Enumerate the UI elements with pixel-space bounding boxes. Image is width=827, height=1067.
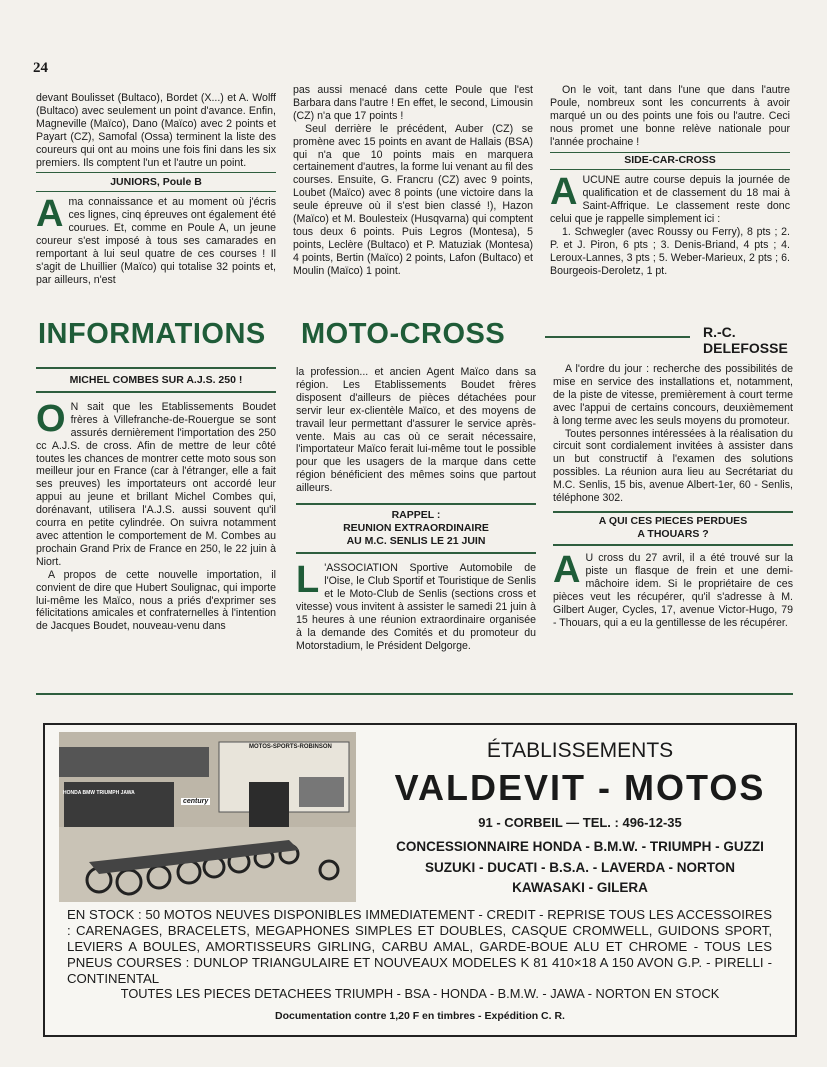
article-text: A propos de cette nouvelle importation, il convient de dire que Hubert Soulignac, qui importe lui-même les Maïco, nous a priés d'exprimer ses félicitations amicales et confraternelles à l'intention de Jacques Boudet, nouveau-venu dans [36, 568, 276, 633]
sidecar-heading: SIDE-CAR-CROSS [624, 153, 716, 166]
divider [36, 172, 276, 173]
dropcap: A [36, 193, 64, 236]
thouars-heading [553, 515, 793, 541]
dropcap: O [36, 397, 66, 440]
shop-brands: HONDA BMW TRIUMPH JAWA [63, 790, 135, 796]
column-2-top [293, 84, 533, 278]
rappel-label: RAPPEL : [391, 509, 441, 522]
article-text: UCUNE autre course depuis la journée de qualification et de classement du 18 mai à Saint-Affrique. Le classement reste donc celui que je rappelle simplement ici : [550, 174, 790, 226]
shop-century-sign: century [183, 798, 209, 805]
sidecar-results: 1. Schwegler (avec Roussy ou Ferry), 8 pts ; 2. P. et J. Piron, 6 pts ; 3. Denis-Briand, 4 pts ; 4. Leroux-Lannes, 3 pts ; 5. Weber-Marieux, 2 pts ; 6. Bourgeois-Deroletz, 1 pt. [550, 226, 790, 277]
juniors-heading: JUNIORS, Poule B [110, 176, 202, 189]
page-number: 24 [33, 60, 48, 76]
divider [36, 191, 276, 192]
ad-pieces-text: TOUTES LES PIECES DETACHEES TRIUMPH - BSA - HONDA - B.M.W. - JAWA - NORTON EN STOCK [120, 986, 720, 1001]
divider [550, 152, 790, 153]
column-2-bottom [296, 366, 536, 652]
article-text: devant Boulisset (Bultaco), Bordet (X...) et A. Wolff (Bultaco) avec seulement un point d'avance. Enfin, Magneville (Maïco), Dano (Maïco) avec 2 points et Payart (CZ), Samofal (Ossa) terminent la liste des coureurs qui ont au moins une fois fini dans les six premiers. Ils comptent l'un et l'autre un point. [36, 92, 276, 169]
article-text: pas aussi menacé dans cette Poule que l'est Barbara dans l'autre ! En effet, le second, Limousin (CZ) n'a que 17 points ! [293, 84, 533, 122]
banner-motocross: MOTO-CROSS [301, 318, 506, 350]
article-text: On le voit, tant dans l'une que dans l'autre Poule, nombreux sont les concurrents à avoir marqué un ou des points une fois ou l'autre. Ceci nous promet une bonne relève nationale pour l'année prochaine ! [550, 84, 790, 148]
ad-city-phone: 91 - CORBEIL — TEL. : 496-12-35 [478, 815, 682, 830]
dropcap: A [553, 548, 581, 591]
ad-brands-line2: SUZUKI - DUCATI - B.S.A. - LAVERDA - NORTON [425, 860, 735, 875]
divider [296, 552, 536, 554]
ad-documentation: Documentation contre 1,20 F en timbres - Expédition C. R. [275, 1010, 565, 1022]
shop-sign: MOTOS-SPORTS-ROBINSON [249, 744, 332, 750]
rappel-subtitle: AU M.C. SENLIS LE 21 JUIN [346, 535, 486, 548]
article-text: U cross du 27 avril, il a été trouvé sur la piste un flasque de frein et une demi-mâchoire idem. Si le propriétaire de ces pièces veut les récupérer, qu'il s'adresse à M. Gilbert Auger, Cycles, 17, avenue Victor-Hugo, 79 - Thouars, qui a eu la gentillesse de les récupérer. [553, 551, 793, 629]
ad-brands-line1: CONCESSIONNAIRE HONDA - B.M.W. - TRIUMPH - GUZZI [396, 839, 764, 854]
thouars-title: A QUI CES PIECES PERDUES [598, 514, 748, 527]
divider [296, 503, 536, 505]
banner-rule [545, 336, 690, 338]
divider [553, 544, 793, 546]
article-text: A l'ordre du jour : recherche des possibilités de mise en service des installations et, notamment, de la piste de vitesse, premièrement à court terme avec l'appui de certains concours, deuxièmement à long terme avec les seuls moyens du promoteur. [553, 363, 793, 427]
combes-heading: MICHEL COMBES SUR A.J.S. 250 ! [69, 374, 243, 386]
thouars-subtitle: A THOUARS ? [637, 527, 709, 540]
article-text: 'ASSOCIATION Sportive Automobile de l'Oise, le Club Sportif et Touristique de Senlis et le Moto-Club de Senlis (sections cross et vitesse) vous invitent à assister le samedi 21 juin à 15 heures à une réunion extraordinaire organisée à la demande des Comités et du promoteur du Motorstadium, le Président Delgorge. [296, 562, 536, 652]
page-separator [36, 693, 793, 695]
rappel-heading [296, 509, 536, 548]
banner-informations: INFORMATIONS [38, 318, 266, 350]
ad-brands-line3: KAWASAKI - GILERA [512, 880, 648, 895]
shop-photo [59, 732, 356, 902]
divider [36, 391, 276, 393]
article-text: Toutes personnes intéressées à la réalisation du circuit sont cordialement invitées à assister dans un but constructif à l'examen des solutions possibles. La réunion aura lieu au Secrétariat du M.C. Senlis, 15 bis, avenue Albert-1er, 60 - Senlis, téléphone 302. [553, 427, 793, 505]
column-1-top [36, 92, 276, 287]
column-1-bottom [36, 370, 276, 633]
column-3-bottom [553, 363, 793, 629]
rappel-title: REUNION EXTRAORDINAIRE [343, 522, 489, 535]
dropcap: L [296, 559, 320, 602]
section-banner [38, 318, 793, 356]
ad-stock-text: EN STOCK : 50 MOTOS NEUVES DISPONIBLES IMMEDIATEMENT - CREDIT - REPRISE TOUS LES ACCESSOIRES : CARENAGES, BRACELETS, MEGAPHONES SIMPLES ET DOUBLES, CASQUE CROMWELL, GUIDONS SPORT, LEVIERS A BOULES, AMORTISSEURS GIRLING, CARBU AMAL, GARDE-BOUE ALU ET CHROME - TOUS LES PNEUS COURSES : DUNLOP TRIANGULAIRE ET NOUVEAUX MODELES K 81 410×18 A 150 AVON G.P. - PIRELLI - CONTINENTAL [67, 907, 772, 986]
author-byline: R.-C. DELEFOSSE [703, 324, 788, 356]
divider [36, 367, 276, 369]
article-text: ma connaissance et au moment où j'écris ces lignes, cinq épreuves ont également été courues. Et, comme en Poule A, un jeune coureur s'est imposé à tous ses camarades en remportant à lui seul quatre de ces courses ! Il s'agit de Lhuillier (Maïco) qui totalise 32 points et, par ailleurs, n'est [36, 196, 276, 286]
ad-company-name: VALDEVIT - MOTOS [394, 767, 766, 808]
article-text: la profession... et ancien Agent Maïco dans sa région. Les Etablissements Boudet frères disposent d'ailleurs de pièces détachées pour servir leur ex-clientèle Maïco, et des moyens de travail leur permettant d'assurer le service après-vente. Mais au cas où ce serait nécessaire, l'importateur Maïco ferait lui-même tout le possible pour que les usagers de la marque dans cette région bénéficient des mêmes soins que partout ailleurs. [296, 366, 536, 495]
ad-etablissements: ÉTABLISSEMENTS [486, 739, 674, 762]
divider [553, 511, 793, 513]
dropcap: A [550, 171, 578, 214]
valdevit-advertisement [43, 723, 797, 1037]
article-text: N sait que les Etablissements Boudet frères à Villefranche-de-Rouergue se sont assurés dernièrement l'importation des 250 cc A.J.S. de cross. Afin de mettre de leur côté toutes les chances de montrer cette moto sous son meilleur jour en France (car à l'étranger, elle a fait ses preuves) les importateurs ont accordé leur appui au jeune et brillant Michel Combes qui, dorénavant, utilisera l'A.J.S. aussi souvent qu'il courra en petite cylindrée. On suivra notamment avec attention le comportement de M. Combes au prochain Grand Prix de France en 250, le 22 juin à Niort. [36, 400, 276, 568]
divider [550, 169, 790, 170]
article-text: Seul derrière le précédent, Auber (CZ) se promène avec 15 points en avant de Hallais (BSA) qui n'a que 10 points mais en marquera certainement d'autres, la forme lui venant au fil des courses. Ensuite, G. Francru (CZ) avec 9 points, Loubet (Maïco) avec 8 points (une victoire dans la seule épreuve où il s'est bien classé !), Hazon (Maïco) et M. Boulesteix (Husqvarna) qui comptent tous deux 6 points. Puis Legros (Montesa), 5 points, Leclère (Bultaco) et P. Matuziak (Montesa) 4 points, Bertin (Maïco) 2 points, Lafon (Bultaco) et Moulin (Maïco) 1 point. [293, 122, 533, 277]
shop-photo-illustration [59, 732, 356, 902]
column-3-top [550, 84, 790, 278]
